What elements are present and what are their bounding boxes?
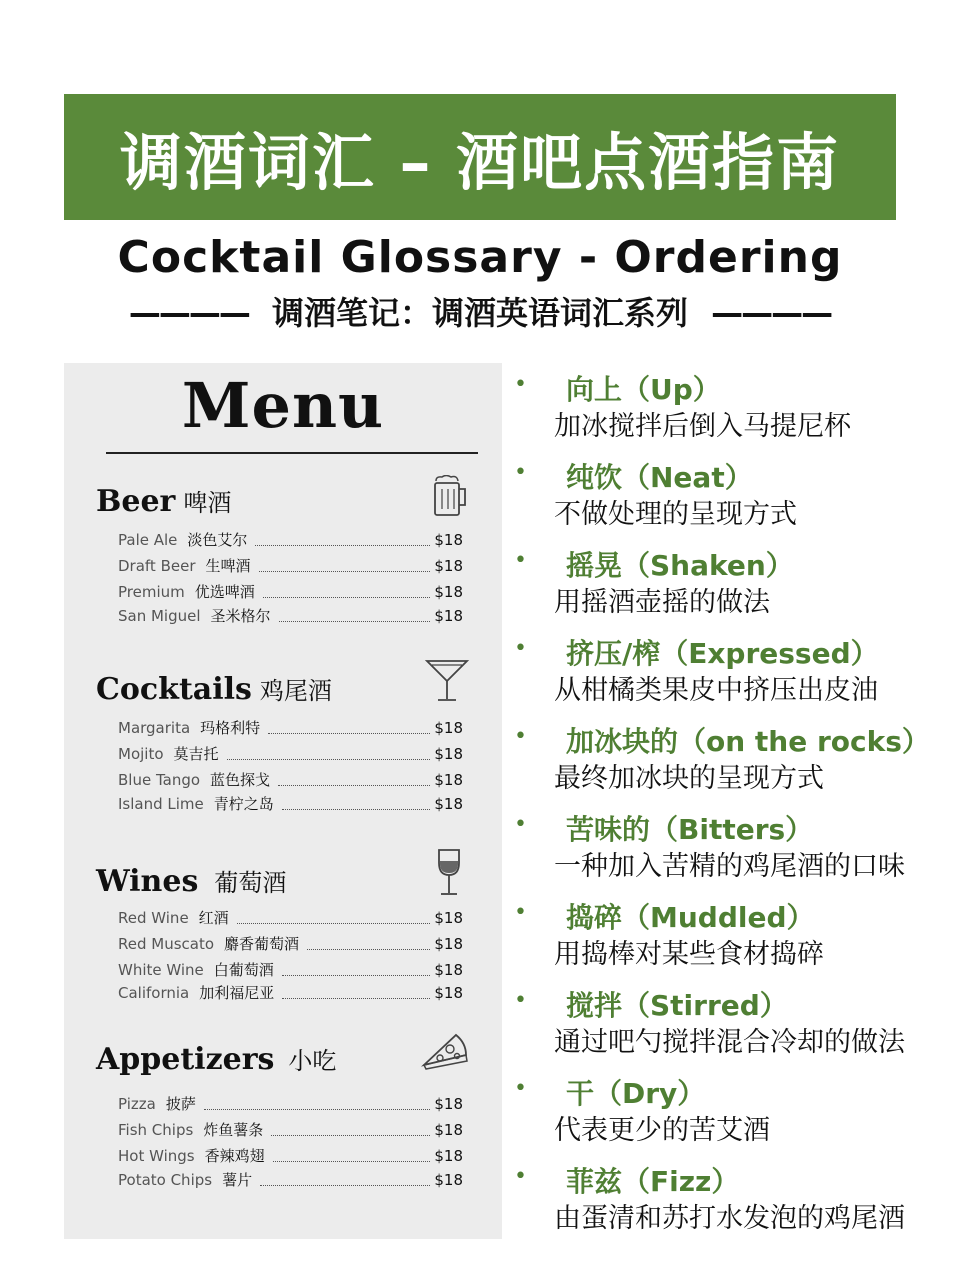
dot-leader: [260, 1175, 430, 1186]
section-title-cn: 小吃: [288, 1047, 337, 1075]
bullet-icon: •: [514, 372, 527, 397]
dot-leader: [255, 535, 430, 546]
beer-mug-icon: [430, 475, 470, 519]
glossary-term: 向上（Up）: [566, 373, 721, 406]
dot-leader: [227, 749, 431, 760]
dot-leader: [237, 913, 431, 924]
item-name-en: California: [118, 984, 190, 1002]
menu-item: [118, 959, 463, 981]
menu-item: [118, 529, 463, 551]
glossary-term: 纯饮（Neat）: [566, 461, 753, 494]
dot-leader: [278, 775, 430, 786]
menu-item: [118, 982, 463, 1004]
item-name-cn: 红酒: [198, 909, 229, 927]
item-name-cn: 白葡萄酒: [213, 961, 274, 979]
page-title: 调酒词汇 – 酒吧点酒指南: [119, 125, 841, 199]
subtitle-english: Cocktail Glossary - Ordering: [117, 232, 843, 283]
item-price: $18: [434, 1147, 463, 1165]
section-heading: [96, 863, 286, 899]
bullet-icon: •: [514, 988, 527, 1013]
item-name-en: Margarita: [118, 719, 191, 737]
item-name-en: Mojito: [118, 745, 164, 763]
menu-item: [118, 1119, 463, 1141]
menu-item: [118, 793, 463, 815]
item-name-en: San Miguel: [118, 607, 201, 625]
item-price: $18: [434, 607, 463, 625]
item-price: $18: [434, 531, 463, 549]
glossary-definition: 由蛋清和苏打水发泡的鸡尾酒: [554, 1203, 905, 1234]
dot-leader: [279, 611, 431, 622]
dot-leader: [307, 939, 430, 950]
wine-glass-icon: [434, 847, 464, 899]
menu-item: [118, 581, 463, 603]
item-price: $18: [434, 1121, 463, 1139]
item-name-en: Fish Chips: [118, 1121, 194, 1139]
dot-leader: [204, 1099, 431, 1110]
item-name-cn: 麝香葡萄酒: [224, 935, 300, 953]
menu-item: [118, 1093, 463, 1115]
item-price: $18: [434, 1171, 463, 1189]
glossary-term: 捣碎（Muddled）: [566, 901, 815, 934]
glossary-definition: 最终加冰块的呈现方式: [554, 763, 824, 794]
section-title-en: Beer: [96, 484, 176, 519]
item-price: $18: [434, 557, 463, 575]
item-price: $18: [434, 961, 463, 979]
item-price: $18: [434, 795, 463, 813]
section-title-cn: 葡萄酒: [214, 869, 287, 897]
glossary-term: 挤压/榨（Expressed）: [566, 637, 879, 670]
glossary-definition: 不做处理的呈现方式: [554, 499, 797, 530]
dot-leader: [282, 965, 431, 976]
glossary-definition: 加冰搅拌后倒入马提尼杯: [554, 411, 851, 442]
item-name-en: Pale Ale: [118, 531, 178, 549]
item-name-en: Potato Chips: [118, 1171, 213, 1189]
item-name-en: Red Wine: [118, 909, 189, 927]
section-heading: [96, 1041, 336, 1077]
title-banner: [64, 94, 896, 220]
bullet-icon: •: [514, 1076, 527, 1101]
glossary-term: 摇晃（Shaken）: [566, 549, 794, 582]
item-price: $18: [434, 771, 463, 789]
item-price: $18: [434, 909, 463, 927]
menu-divider: [106, 452, 478, 454]
dot-leader: [282, 799, 431, 810]
glossary-definition: 通过吧勺搅拌混合冷却的做法: [554, 1027, 905, 1058]
item-name-en: White Wine: [118, 961, 204, 979]
item-name-cn: 香辣鸡翅: [204, 1147, 265, 1165]
section-title-cn: 鸡尾酒: [259, 677, 332, 705]
menu-item: [118, 769, 463, 791]
menu-title: Menu: [181, 369, 385, 442]
glossary-definition: 用摇酒壶摇的做法: [554, 587, 770, 618]
menu-item: [118, 555, 463, 577]
item-name-en: Red Muscato: [118, 935, 215, 953]
dash-left: ————: [128, 294, 249, 332]
dot-leader: [282, 988, 430, 999]
item-name-cn: 薯片: [222, 1171, 253, 1189]
item-name-en: Hot Wings: [118, 1147, 195, 1165]
item-name-cn: 加利福尼亚: [199, 984, 275, 1002]
section-heading: [96, 483, 231, 519]
menu-item: [118, 933, 463, 955]
menu-item: [118, 1169, 463, 1191]
dash-right: ————: [711, 294, 832, 332]
menu-item: [118, 743, 463, 765]
dot-leader: [263, 587, 431, 598]
menu-card: [64, 363, 502, 1239]
glossary-definition: 用捣棒对某些食材捣碎: [554, 939, 824, 970]
bullet-icon: •: [514, 1164, 527, 1189]
item-price: $18: [434, 583, 463, 601]
item-name-cn: 优选啤酒: [194, 583, 255, 601]
menu-item: [118, 907, 463, 929]
item-name-cn: 披萨: [165, 1095, 196, 1113]
item-name-cn: 淡色艾尔: [187, 531, 248, 549]
section-heading: [96, 671, 332, 707]
subtitle-chinese: 调酒笔记：调酒英语词汇系列: [271, 294, 688, 332]
glossary-term: 加冰块的（on the rocks）: [566, 725, 930, 758]
bullet-icon: •: [514, 724, 527, 749]
glossary-definition: 从柑橘类果皮中挤压出皮油: [554, 675, 878, 706]
glossary-definition: 代表更少的苦艾酒: [554, 1115, 770, 1146]
item-name-cn: 莫吉托: [173, 745, 219, 763]
section-title-cn: 啤酒: [183, 489, 232, 517]
item-price: $18: [434, 719, 463, 737]
item-price: $18: [434, 1095, 463, 1113]
section-title-en: Cocktails: [96, 672, 252, 707]
bullet-icon: •: [514, 548, 527, 573]
glossary-term: 搅拌（Stirred）: [566, 989, 788, 1022]
item-name-cn: 生啤酒: [205, 557, 251, 575]
martini-glass-icon: [424, 657, 470, 703]
item-name-en: Premium: [118, 583, 185, 601]
glossary-term: 干（Dry）: [566, 1077, 706, 1110]
item-name-en: Pizza: [118, 1095, 156, 1113]
bullet-icon: •: [514, 900, 527, 925]
dot-leader: [259, 561, 431, 572]
item-name-cn: 玛格利特: [200, 719, 261, 737]
section-title-en: Wines: [96, 864, 199, 899]
glossary-term: 苦味的（Bitters）: [566, 813, 814, 846]
subtitle-chinese-line: [0, 288, 960, 334]
item-price: $18: [434, 984, 463, 1002]
item-name-cn: 圣米格尔: [210, 607, 271, 625]
dot-leader: [271, 1125, 430, 1136]
item-name-en: Blue Tango: [118, 771, 201, 789]
menu-item: [118, 605, 463, 627]
dot-leader: [268, 723, 430, 734]
item-price: $18: [434, 935, 463, 953]
item-name-en: Island Lime: [118, 795, 204, 813]
menu-item: [118, 1145, 463, 1167]
dot-leader: [273, 1151, 431, 1162]
bullet-icon: •: [514, 812, 527, 837]
pizza-slice-icon: [420, 1031, 470, 1071]
bullet-icon: •: [514, 460, 527, 485]
item-name-cn: 蓝色探戈: [210, 771, 271, 789]
glossary-definition: 一种加入苦精的鸡尾酒的口味: [554, 851, 905, 882]
item-name-en: Draft Beer: [118, 557, 196, 575]
item-name-cn: 青柠之岛: [213, 795, 274, 813]
item-name-cn: 炸鱼薯条: [203, 1121, 264, 1139]
section-title-en: Appetizers: [96, 1042, 275, 1077]
item-price: $18: [434, 745, 463, 763]
bullet-icon: •: [514, 636, 527, 661]
menu-item: [118, 717, 463, 739]
glossary-term: 菲兹（Fizz）: [566, 1165, 740, 1198]
